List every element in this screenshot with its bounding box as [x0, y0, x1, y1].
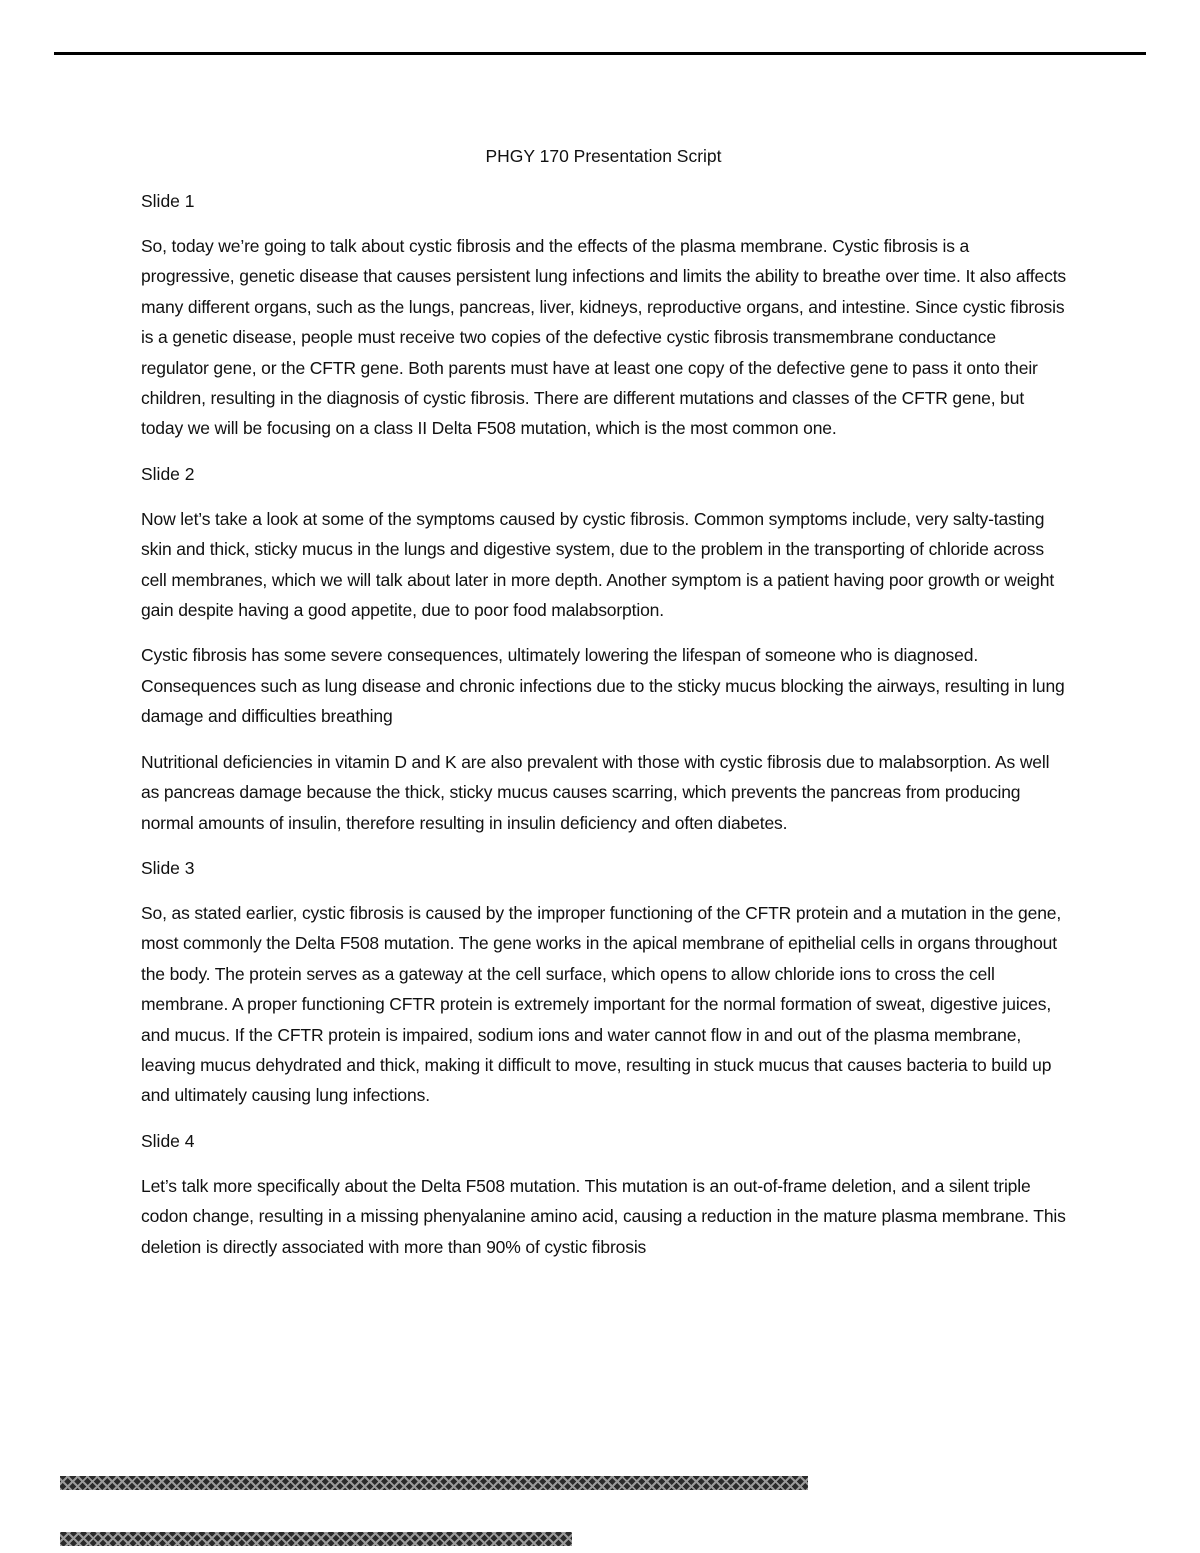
section-slide-3	[141, 853, 1066, 1111]
section-slide-1	[141, 186, 1066, 444]
redacted-text-bar	[60, 1476, 808, 1490]
slide-2-heading: Slide 2	[141, 463, 195, 484]
document-title: PHGY 170 Presentation Script	[485, 146, 722, 166]
slide-1-heading: Slide 1	[141, 191, 195, 211]
redacted-text-bar	[60, 1532, 572, 1546]
slide-3-heading: Slide 3	[141, 857, 195, 878]
section-slide-2	[141, 459, 1066, 838]
slide-2-paragraph-2: Cystic fibrosis has some severe consequences, ultimately lowering the lifespan of someone who is diagnosed. Consequences such as lung disease and chronic infections due to the sticky mucus blocking the airways, resulting in lung damage and difficulties breathing	[141, 645, 1065, 727]
slide-4-heading: Slide 4	[141, 1130, 195, 1151]
slide-2-paragraph-3: Nutritional deficiencies in vitamin D and K are also prevalent with those with cystic fibrosis due to malabsorption. As well as pancreas damage because the thick, sticky mucus causes scarring, which prevents the pancreas from producing normal amounts of insulin, therefore resulting in insulin deficiency and often diabetes.	[141, 751, 1050, 833]
top-horizontal-rule	[54, 52, 1146, 55]
document-body	[141, 141, 1066, 1277]
slide-4-paragraph-1: Let’s talk more specifically about the Delta F508 mutation. This mutation is an out-of-frame deletion, and a silent triple codon change, resulting in a missing phenyalanine amino acid, causing a reduction in the mature plasma membrane. This deletion is directly associated with more than 90% of cystic fibrosis	[141, 1175, 1066, 1257]
slide-2-paragraph-1: Now let’s take a look at some of the symptoms caused by cystic fibrosis. Common symptoms include, very salty-tasting skin and thick, sticky mucus in the lungs and digestive system, due to the problem in the transporting of chloride across cell membranes, which we will talk about later in more depth. Another symptom is a patient having poor growth or weight gain despite having a good appetite, due to poor food malabsorption.	[141, 508, 1055, 621]
slide-3-paragraph-1: So, as stated earlier, cystic fibrosis is caused by the improper functioning of the CFTR protein and a mutation in the gene, most commonly the Delta F508 mutation. The gene works in the apical membrane of epithelial cells in organs throughout the body. The protein serves as a gateway at the cell surface, which opens to allow chloride ions to cross the cell membrane. A proper functioning CFTR protein is extremely important for the normal formation of sweat, digestive juices, and mucus. If the CFTR protein is impaired, sodium ions and water cannot flow in and out of the plasma membrane, leaving mucus dehydrated and thick, making it difficult to move, resulting in stuck mucus that causes bacteria to build up and ultimately causing lung infections.	[141, 902, 1062, 1106]
slide-1-paragraph-1: So, today we’re going to talk about cystic fibrosis and the effects of the plasma membrane. Cystic fibrosis is a progressive, genetic disease that causes persistent lung infections and limits the ability to breathe over time. It also affects many different organs, such as the lungs, pancreas, liver, kidneys, reproductive organs, and intestine. Since cystic fibrosis is a genetic disease, people must receive two copies of the defective cystic fibrosis transmembrane conductance regulator gene, or the CFTR gene. Both parents must have at least one copy of the defective gene to pass it onto their children, resulting in the diagnosis of cystic fibrosis. There are different mutations and classes of the CFTR gene, but today we will be focusing on a class II Delta F508 mutation, which is the most common one.	[141, 236, 1067, 439]
section-slide-4	[141, 1126, 1066, 1262]
